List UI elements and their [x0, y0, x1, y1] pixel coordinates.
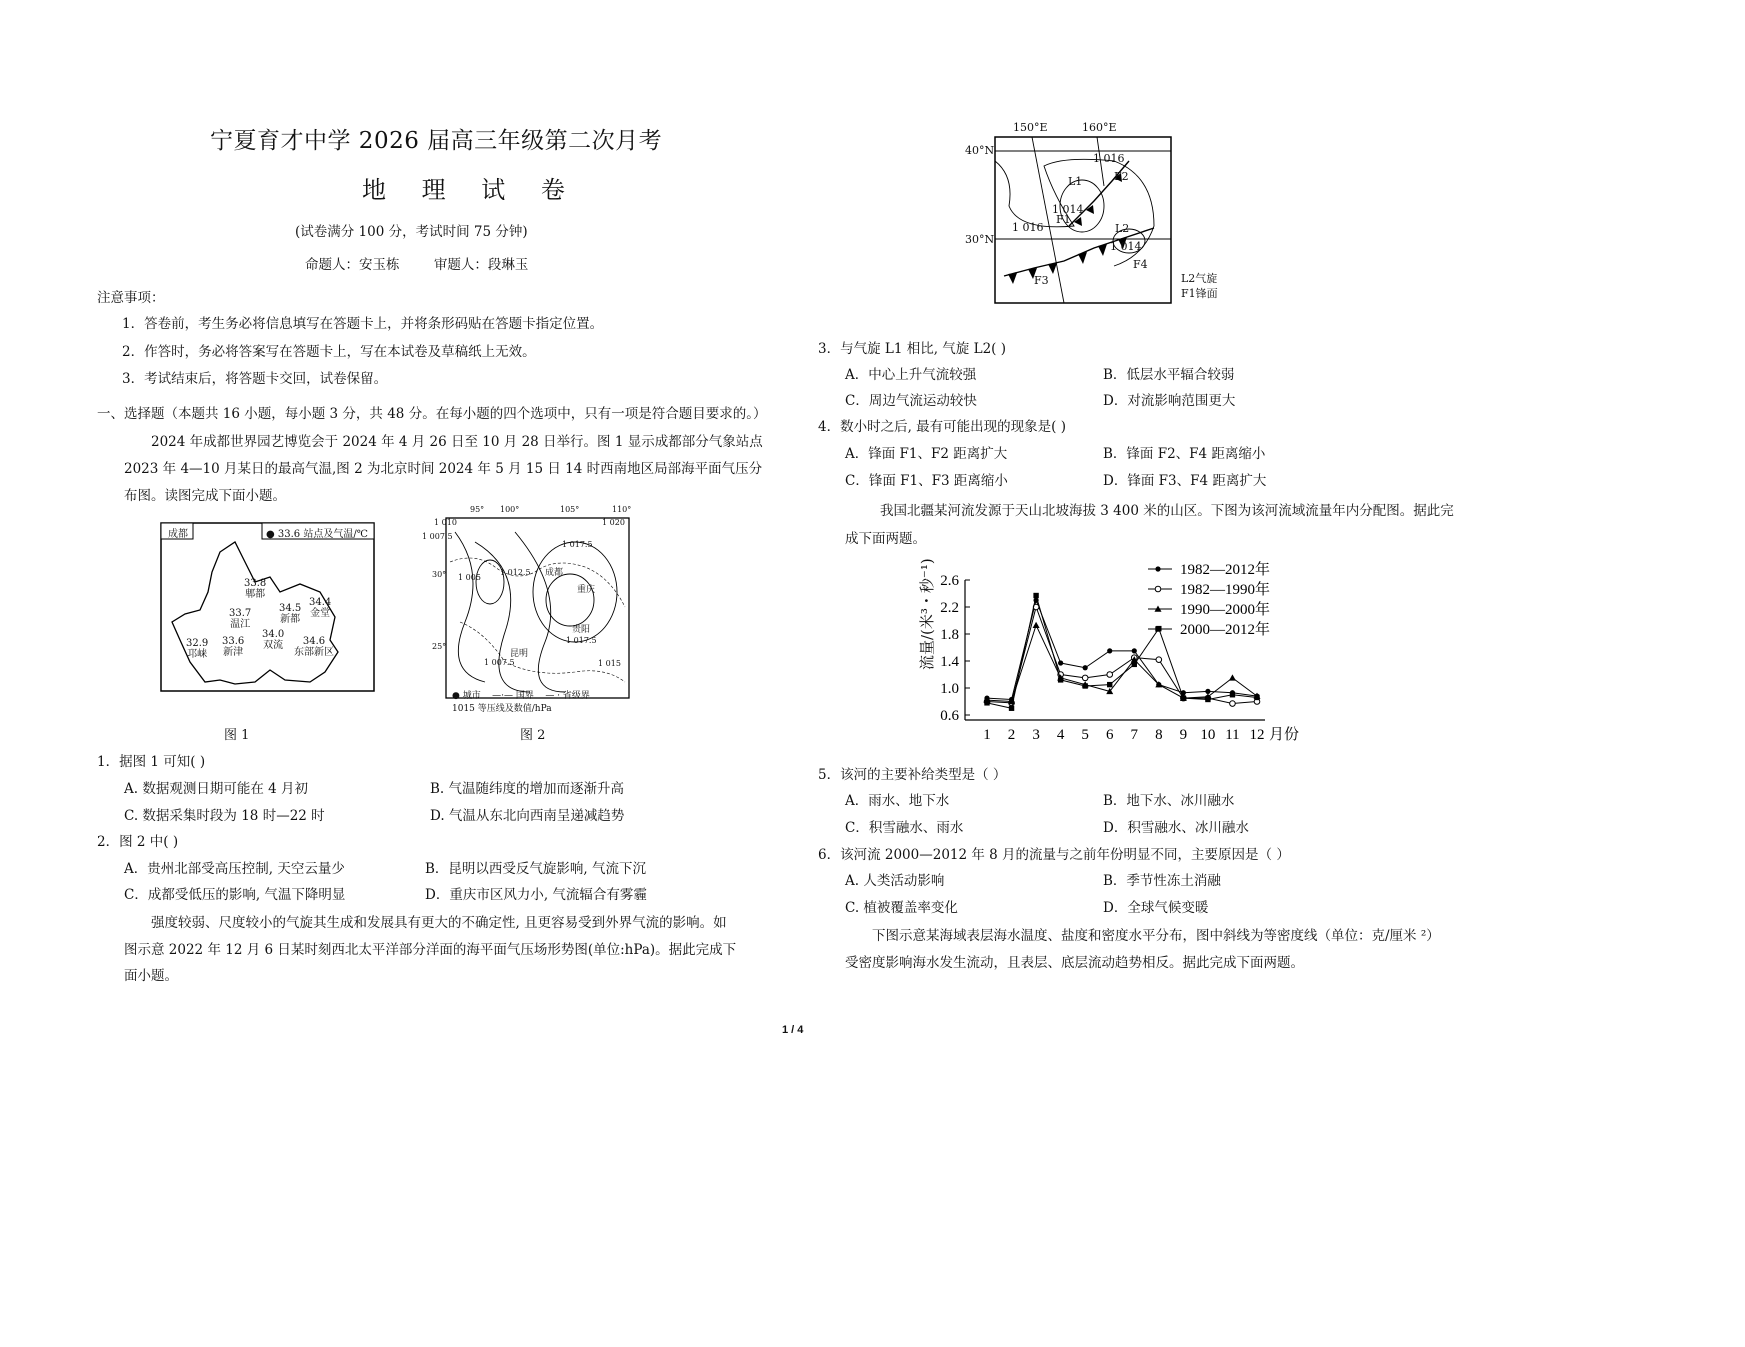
fig2-isobar-label: 1 020 [602, 518, 625, 527]
y-tick-label: 0.6 [940, 708, 959, 724]
fig3-lon-label: 160°E [1082, 121, 1117, 134]
question-stem: 3．与气旋 L1 相比, 气旋 L2( ) [818, 341, 1006, 357]
x-tick-label: 10 [1200, 727, 1216, 743]
fig2-lon-label: 95° [470, 505, 485, 514]
option: D．积雪融水、冰川融水 [1103, 820, 1249, 836]
fig2-lat-label: 25° [432, 642, 447, 651]
fig2-city: 贵阳 [572, 625, 591, 635]
fig2-isobar-label: 1 017.5 [562, 540, 593, 549]
note-item: 1．答卷前，考生务必将信息填写在答题卡上，并将条形码贴在答题卡指定位置。 [122, 316, 604, 332]
data-point [1058, 677, 1063, 682]
fig3-isobar-label: 1 016 [1012, 221, 1044, 234]
station: 34.4 金堂 [309, 597, 332, 619]
option: A．贵州北部受高压控制, 天空云量少 [124, 861, 345, 877]
y-tick-label: 1.8 [940, 627, 959, 643]
passage-line: 成下面两题。 [845, 531, 926, 547]
x-tick-label: 1 [983, 727, 991, 743]
x-tick-label: 2 [1007, 727, 1016, 743]
data-point [1082, 675, 1088, 681]
fig2-city: 昆明 [510, 649, 529, 659]
station: 32.9 邛崃 [186, 638, 209, 660]
x-tick-label: 9 [1179, 727, 1188, 743]
x-tick-label: 7 [1130, 727, 1139, 743]
fig2-legend: 1015 等压线及数值/hPa [452, 704, 552, 714]
subject-title: 地 理 试 卷 [362, 176, 579, 204]
data-point [1156, 657, 1162, 663]
fig3-isobar-label: 1 014 [1052, 203, 1084, 216]
fig3-lat-label: 30°N [965, 233, 995, 246]
fig2-lon-label: 110° [612, 505, 632, 514]
legend-marker [1155, 566, 1160, 571]
data-point [1107, 682, 1112, 687]
x-axis-label: 月份 [1269, 727, 1300, 743]
legend-label: 1982—1990年 [1180, 582, 1271, 598]
fig2-city: 重庆 [577, 585, 596, 595]
fig3-front-label: F2 [1114, 170, 1129, 183]
chart-ylabel: 流量/(米³・秒⁻¹) [918, 558, 936, 670]
question-stem: 1．据图 1 可知( ) [97, 754, 206, 770]
figure-3-map [994, 136, 1172, 304]
option: C．周边气流运动较快 [845, 393, 977, 409]
question-stem: 5．该河的主要补给类型是（ ） [818, 767, 1007, 783]
fig3-lat-label: 40°N [965, 144, 995, 157]
data-point [1230, 692, 1235, 697]
fig3-legend: F1锋面 [1181, 287, 1218, 300]
option: D．锋面 F3、F4 距离扩大 [1103, 473, 1267, 489]
station: 34.5 新都 [279, 603, 302, 625]
fig2-lon-label: 100° [500, 505, 520, 514]
station: 33.8 郫都 [244, 578, 267, 600]
school-title: 宁夏育才中学 2026 届高三年级第二次月考 [210, 128, 663, 154]
data-point [984, 700, 989, 705]
data-point [1107, 672, 1113, 678]
option: A. 人类活动影响 [845, 873, 945, 889]
section-heading: 一、选择题（本题共 16 小题，每小题 3 分，共 48 分。在每小题的四个选项中，只有一项是符合题目要求的。） [97, 406, 767, 422]
station: 33.6 新津 [222, 636, 245, 658]
passage-line: 图示意 2022 年 12 月 6 日某时刻西北太平洋部分洋面的海平面气压场形势图(单位:hPa)。据此完成下 [124, 942, 737, 958]
option: C．成都受低压的影响, 气温下降明显 [124, 887, 346, 903]
question-stem: 6．该河流 2000—2012 年 8 月的流量与之前年份明显不同，主要原因是（ ） [818, 847, 1290, 863]
x-tick-label: 8 [1155, 727, 1163, 743]
passage-line: 我国北疆某河流发源于天山北坡海拔 3 400 米的山区。下图为该河流域流量年内分配图。据此完 [880, 503, 1454, 519]
legend-label: 2000—2012年 [1180, 622, 1271, 638]
fig2-lat-label: 30° [432, 570, 447, 579]
question-stem: 2．图 2 中( ) [97, 834, 179, 850]
data-point [1058, 660, 1063, 665]
legend-label: 1982—2012年 [1180, 562, 1271, 578]
option: A．锋面 F1、F2 距离扩大 [845, 446, 1008, 462]
question-stem: 4．数小时之后, 最有可能出现的现象是( ) [818, 419, 1066, 435]
fig1-city-label: 成都 [168, 529, 188, 540]
y-tick-label: 1.0 [940, 681, 959, 697]
fig2-isobar-label: 1 010 [434, 518, 457, 527]
option: B．季节性冻土消融 [1103, 873, 1221, 889]
fig3-front-label: F3 [1034, 274, 1049, 287]
figure-1-map [160, 522, 375, 692]
data-point [1230, 701, 1236, 707]
passage-line: 强度较弱、尺度较小的气旋其生成和发展具有更大的不确定性, 且更容易受到外界气流的影响。如 [151, 915, 727, 931]
page-number: 1 / 4 [782, 1024, 804, 1036]
data-point [1205, 689, 1210, 694]
data-point [1107, 648, 1112, 653]
fig2-legend: ● 城市 —·— 国界 — · 省级界 [452, 691, 590, 701]
data-point [1083, 665, 1088, 670]
x-tick-label: 5 [1081, 727, 1089, 743]
note-item: 3．考试结束后，将答题卡交回，试卷保留。 [122, 371, 388, 387]
fig2-isobar-label: 1 007.5 [422, 532, 453, 541]
option: B．锋面 F2、F4 距离缩小 [1103, 446, 1266, 462]
option: D．重庆市区风力小, 气流辐合有雾霾 [425, 887, 647, 903]
option: D. 气温从东北向西南呈递减趋势 [430, 808, 625, 824]
x-tick-label: 11 [1225, 727, 1240, 743]
fig1-legend: ● 33.6 站点及气温/℃ [266, 529, 368, 540]
station: 33.7 温江 [229, 608, 252, 630]
exam-info: (试卷满分 100 分，考试时间 75 分钟) [295, 224, 528, 240]
legend-marker [1155, 586, 1161, 592]
option: D．全球气候变暖 [1103, 900, 1209, 916]
option: C. 数据采集时段为 18 时—22 时 [124, 808, 325, 824]
y-tick-label: 2.2 [940, 600, 959, 616]
y-tick-label: 1.4 [940, 654, 959, 670]
option: C. 植被覆盖率变化 [845, 900, 958, 916]
option: B．昆明以西受反气旋影响, 气流下沉 [425, 861, 647, 877]
option: D．对流影响范围更大 [1103, 393, 1236, 409]
option: C．积雪融水、雨水 [845, 820, 964, 836]
fig3-isobar-label: 1 014 [1110, 240, 1142, 253]
legend-marker [1155, 626, 1160, 631]
data-point [1205, 697, 1210, 702]
data-point [1033, 622, 1040, 628]
fig2-lon-label: 105° [560, 505, 580, 514]
x-tick-label: 6 [1105, 727, 1114, 743]
option: A．雨水、地下水 [845, 793, 950, 809]
figure-2-map [445, 512, 630, 700]
fig3-low-label: L2 [1115, 222, 1130, 235]
option: B．地下水、冰川融水 [1103, 793, 1235, 809]
figure-2-caption: 图 2 [520, 728, 546, 743]
option: C．锋面 F1、F3 距离缩小 [845, 473, 1008, 489]
data-point [1181, 695, 1186, 700]
option: A. 数据观测日期可能在 4 月初 [124, 781, 309, 797]
fig2-isobar-label: 1 012.5 [500, 568, 531, 577]
fig2-isobar-label: 1 015 [598, 659, 621, 668]
x-tick-label: 4 [1056, 727, 1065, 743]
option: B．低层水平辐合较弱 [1103, 367, 1235, 383]
flow-line-chart [910, 555, 1310, 750]
data-point [1033, 593, 1038, 598]
fig3-front-label: F4 [1133, 258, 1148, 271]
passage-line: 2023 年 4—10 月某日的最高气温,图 2 为北京时间 2024 年 5 月 15 日 14 时西南地区局部海平面气压分 [124, 461, 763, 477]
legend-label: 1990—2000年 [1180, 602, 1271, 618]
exam-authors: 命题人：安玉栋 审题人：段琳玉 [305, 257, 529, 273]
option: B. 气温随纬度的增加而逐渐升高 [430, 781, 625, 797]
fig2-isobar-label: 1 005 [458, 573, 481, 582]
x-tick-label: 3 [1032, 727, 1040, 743]
note-item: 2．作答时，务必将答案写在答题卡上，写在本试卷及草稿纸上无效。 [122, 344, 536, 360]
fig2-isobar-label: 1 017.5 [566, 636, 597, 645]
passage-line: 下图示意某海域表层海水温度、盐度和密度水平分布，图中斜线为等密度线（单位：克/厘米 ²） [872, 928, 1440, 944]
y-tick-label: 2.6 [940, 573, 959, 589]
option: A．中心上升气流较强 [845, 367, 977, 383]
fig3-front-label: F1 [1056, 213, 1071, 226]
passage-line: 布图。读图完成下面小题。 [124, 488, 286, 504]
x-tick-label: 12 [1249, 727, 1265, 743]
data-point [1132, 662, 1137, 667]
passage-line: 2024 年成都世界园艺博览会于 2024 年 4 月 26 日至 10 月 28 日举行。图 1 显示成都部分气象站点 [151, 434, 763, 450]
data-point [1132, 648, 1137, 653]
data-point [1254, 695, 1259, 700]
fig3-low-label: L1 [1068, 175, 1083, 188]
fig2-isobar-label: 1 007.5 [484, 658, 515, 667]
station: 34.0 双流 [262, 629, 285, 651]
fig3-isobar-label: 1 016 [1093, 152, 1125, 165]
fig3-lon-label: 150°E [1013, 121, 1048, 134]
data-point [1229, 674, 1236, 680]
figure-1-caption: 图 1 [224, 728, 250, 743]
data-point [1082, 683, 1087, 688]
data-point [1009, 706, 1014, 711]
station: 34.6 东部新区 [294, 636, 334, 658]
fig2-city: 成都 [545, 568, 564, 578]
passage-line: 受密度影响海水发生流动，且表层、底层流动趋势相反。据此完成下面两题。 [845, 955, 1304, 971]
notes-heading: 注意事项： [97, 290, 165, 306]
fig3-legend: L2气旋 [1181, 272, 1218, 285]
passage-line: 面小题。 [124, 968, 178, 984]
